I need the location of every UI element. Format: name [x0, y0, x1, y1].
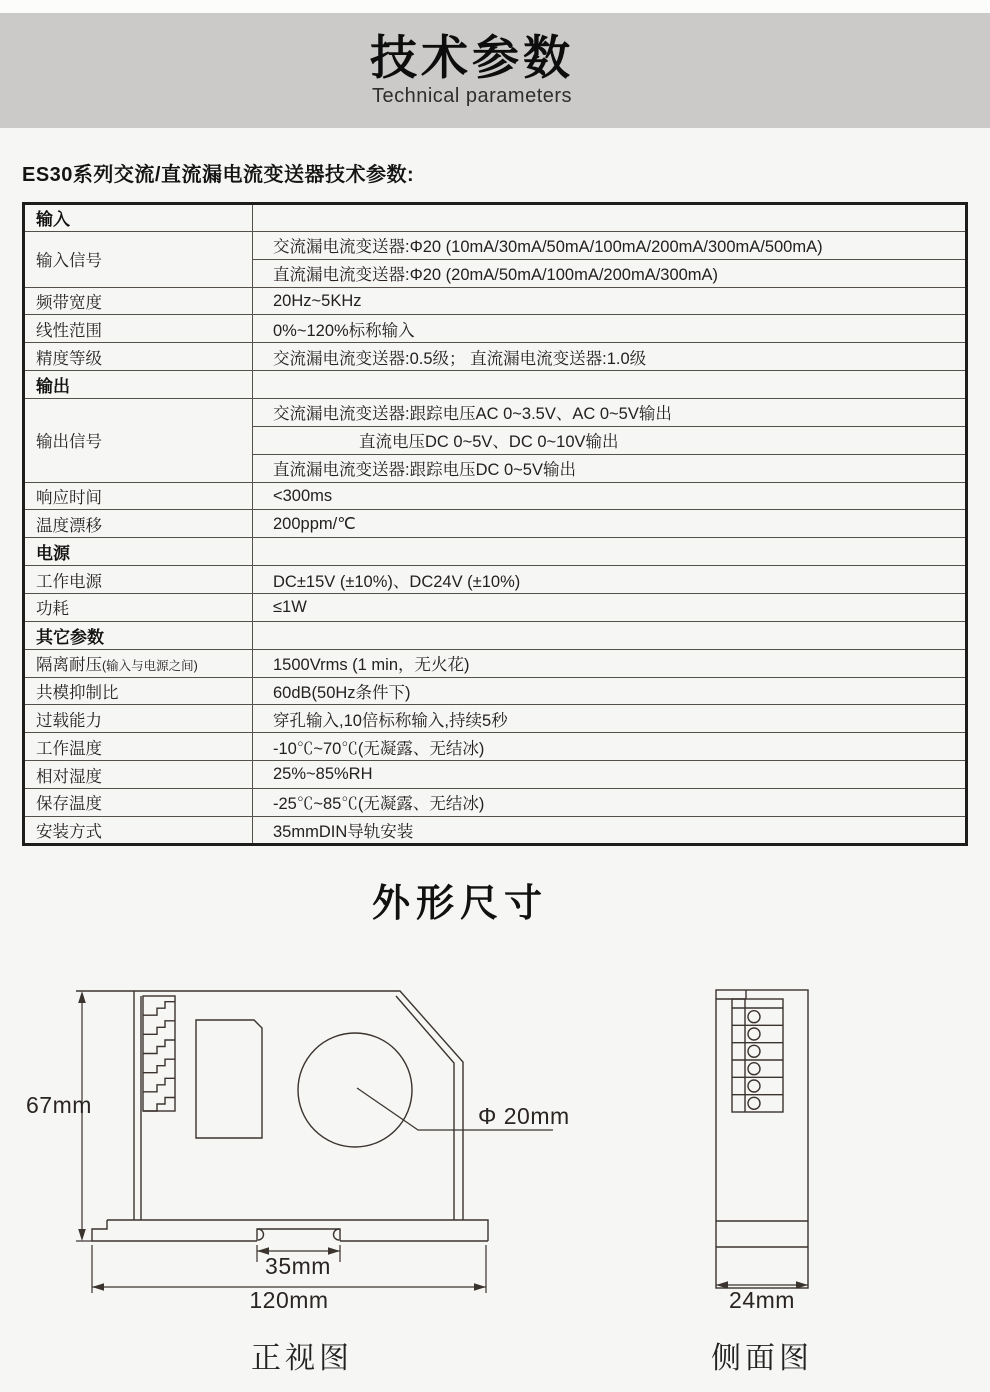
spec-table [22, 202, 968, 846]
table-row [24, 761, 967, 789]
value-cell: 直流漏电流变送器:跟踪电压DC 0~5V输出 [253, 454, 967, 482]
param-cell: 隔离耐压(输入与电源之间) [24, 649, 253, 677]
value-cell: 0%~120%标称输入 [253, 315, 967, 343]
table-row [24, 343, 967, 371]
param-cell: 保存温度 [24, 789, 253, 817]
dim-height-label: 67mm [26, 1092, 92, 1118]
table-row [24, 231, 967, 259]
side-view-label: 侧面图 [711, 1342, 813, 1375]
value-cell: <300ms [253, 482, 967, 510]
value-cell: ≤1W [253, 594, 967, 622]
table-row [24, 204, 967, 232]
param-cell: 输入 [24, 204, 253, 232]
front-view-drawing [26, 991, 570, 1375]
table-row [24, 677, 967, 705]
param-cell: 频带宽度 [24, 287, 253, 315]
table-row [24, 649, 967, 677]
table-row [24, 371, 967, 399]
param-cell: 其它参数 [24, 621, 253, 649]
value-cell: 交流漏电流变送器:跟踪电压AC 0~3.5V、AC 0~5V输出 [253, 399, 967, 427]
table-row [24, 733, 967, 761]
value-cell: 1500Vrms (1 min，无火花) [253, 649, 967, 677]
front-view-label: 正视图 [251, 1342, 353, 1375]
param-cell: 功耗 [24, 594, 253, 622]
param-cell: 安装方式 [24, 816, 253, 844]
param-cell: 共模抑制比 [24, 677, 253, 705]
value-cell: 25%~85%RH [253, 761, 967, 789]
value-cell: 交流漏电流变送器:0.5级； 直流漏电流变送器:1.0级 [253, 343, 967, 371]
table-row [24, 566, 967, 594]
table-row [24, 705, 967, 733]
value-cell [253, 371, 967, 399]
param-cell: 响应时间 [24, 482, 253, 510]
value-cell: 交流漏电流变送器:Φ20 (10mA/30mA/50mA/100mA/200mA/300mA/500mA) [253, 231, 967, 259]
value-cell: 60dB(50Hz条件下) [253, 677, 967, 705]
value-cell [253, 204, 967, 232]
intro-text: ES30系列交流/直流漏电流变送器技术参数: [22, 164, 415, 186]
param-cell: 电源 [24, 538, 253, 566]
value-cell: 穿孔输入,10倍标称输入,持续5秒 [253, 705, 967, 733]
param-cell: 输出信号 [24, 399, 253, 483]
page-title: 技术参数 [370, 30, 574, 84]
table-row [24, 399, 967, 427]
value-cell [253, 621, 967, 649]
value-cell: 20Hz~5KHz [253, 287, 967, 315]
page-subtitle: Technical parameters [371, 85, 573, 108]
param-cell: 输入信号 [24, 231, 253, 287]
table-row [24, 482, 967, 510]
param-cell: 线性范围 [24, 315, 253, 343]
value-cell: 200ppm/℃ [253, 510, 967, 538]
param-cell: 温度漂移 [24, 510, 253, 538]
value-cell: -10℃~70℃(无凝露、无结冰) [253, 733, 967, 761]
hole-circle [298, 1033, 412, 1147]
value-cell [253, 538, 967, 566]
outline-heading: 外形尺寸 [371, 883, 548, 925]
dim-rail-label: 35mm [265, 1253, 331, 1279]
param-cell: 输出 [24, 371, 253, 399]
value-cell: 直流电压DC 0~5V、DC 0~10V输出 [253, 426, 967, 454]
table-row [24, 621, 967, 649]
param-note: (输入与电源之间) [102, 659, 198, 674]
side-view-drawing [711, 990, 813, 1375]
top-strip [0, 0, 990, 13]
header-band [0, 13, 990, 128]
dim-hole-label: Φ 20mm [478, 1103, 570, 1129]
table-row [24, 510, 967, 538]
table-row [24, 816, 967, 844]
dim-width-label: 120mm [249, 1287, 329, 1313]
dim-side-width-label: 24mm [729, 1287, 795, 1313]
value-cell: -25℃~85℃(无凝露、无结冰) [253, 789, 967, 817]
param-cell: 过载能力 [24, 705, 253, 733]
param-cell: 相对湿度 [24, 761, 253, 789]
value-cell: DC±15V (±10%)、DC24V (±10%) [253, 566, 967, 594]
param-cell: 工作电源 [24, 566, 253, 594]
table-row [24, 594, 967, 622]
param-cell: 工作温度 [24, 733, 253, 761]
table-row [24, 538, 967, 566]
param-cell: 精度等级 [24, 343, 253, 371]
table-row [24, 315, 967, 343]
table-row [24, 789, 967, 817]
value-cell: 直流漏电流变送器:Φ20 (20mA/50mA/100mA/200mA/300mA) [253, 259, 967, 287]
value-cell: 35mmDIN导轨安装 [253, 816, 967, 844]
dimension-drawings [0, 950, 990, 1392]
table-row [24, 287, 967, 315]
